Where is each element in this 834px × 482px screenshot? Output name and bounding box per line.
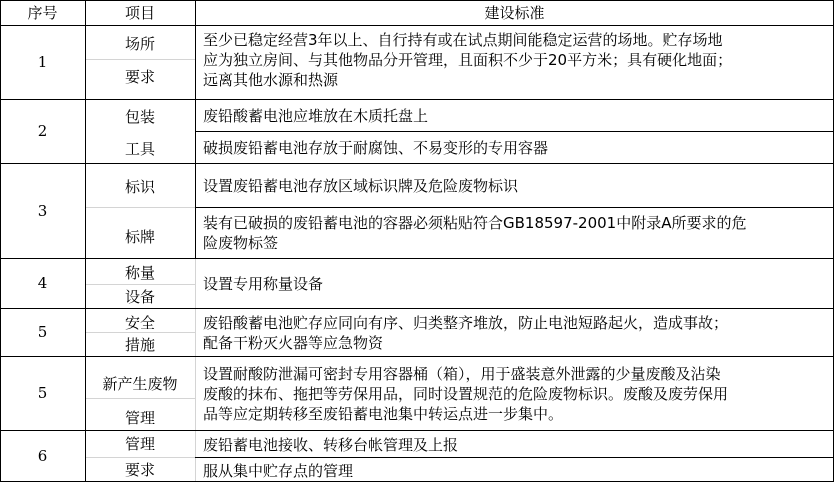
item-management-6: 管理 [124,434,155,453]
item-management: 管理 [124,408,155,427]
item-site: 场所 [124,34,155,53]
standard-weighing: 设置专用称量设备 [203,275,324,293]
border-top [0,0,834,1]
item-weighing: 称量 [124,263,155,282]
item-signboard: 标牌 [124,227,155,246]
item-requirement-6: 要求 [124,460,155,479]
standard-marking: 设置废铅蓄电池存放区域标识牌及危险废物标识 [203,177,519,195]
standard-management-6: 废铅蓄电池接收、转移台帐管理及上报 [203,435,459,454]
inner-divider [85,59,195,60]
column-divider [85,0,86,482]
seq-row-3: 3 [37,201,48,220]
seq-row-1: 1 [37,53,48,71]
standard-packaging: 废铅酸蓄电池应堆放在木质托盘上 [203,107,429,125]
standard-new-waste: 设置耐酸防泄漏可密封专用容器桶（箱），用于盛装意外泄露的少量废酸及沾染 废酸的抹布、拖把等劳保用品，同时设置规范的危险废物标识。废酸及废劳保用 品等应定期转移至废铅蓄电池集中转运点进一步集中。 [203,365,729,423]
inner-divider [85,284,195,285]
item-equipment: 设备 [124,287,155,306]
standard-row-1: 至少已稳定经营3年以上、自行持有或在试点期间能稳定运营的场地。贮存场地 应为独立房间、与其他物品分开管理，且面积不少于20平方米；具有硬化地面； 远离其他水源和热源 [203,31,733,89]
item-measures: 措施 [124,335,155,354]
seq-row-5b: 5 [37,384,48,402]
inner-divider [85,332,195,333]
item-requirement: 要求 [124,67,155,86]
inner-divider [195,258,196,482]
seq-row-4: 4 [37,274,48,292]
inner-divider [85,398,195,399]
row-divider [0,163,834,164]
inner-divider [85,207,195,208]
item-marking: 标识 [124,177,155,196]
row-divider [195,457,834,458]
item-new-waste: 新产生废物 [102,374,178,393]
item-safety: 安全 [124,313,155,332]
item-tools: 工具 [124,139,155,158]
row-divider [195,207,834,208]
border-left [0,0,1,482]
item-packaging: 包装 [124,107,155,126]
column-divider [195,0,196,258]
row-divider [0,430,834,431]
seq-row-5a: 5 [37,323,48,341]
standard-signboard: 装有已破损的废铅蓄电池的容器必须粘贴符合GB18597-2001中附录A所要求的危 险废物标签 [203,214,747,252]
row-divider [0,356,834,357]
row-divider [0,99,834,100]
row-divider [195,131,834,132]
standard-tools: 破损废铅蓄电池存放于耐腐蚀、不易变形的专用容器 [203,139,549,157]
seq-row-2: 2 [37,122,48,140]
row-divider [0,258,834,259]
row-divider [0,308,834,309]
seq-row-6: 6 [37,447,48,465]
standard-requirement-6: 服从集中贮存点的管理 [203,461,354,480]
header-standard: 建设标准 [484,4,545,22]
row-divider [0,25,834,26]
standard-safety: 废铅酸蓄电池贮存应同向有序、归类整齐堆放，防止电池短路起火，造成事故； 配备干粉灭火器等应急物资 [203,314,729,352]
header-item: 项目 [124,4,155,22]
header-seq: 序号 [27,4,58,22]
inner-divider [85,457,195,458]
